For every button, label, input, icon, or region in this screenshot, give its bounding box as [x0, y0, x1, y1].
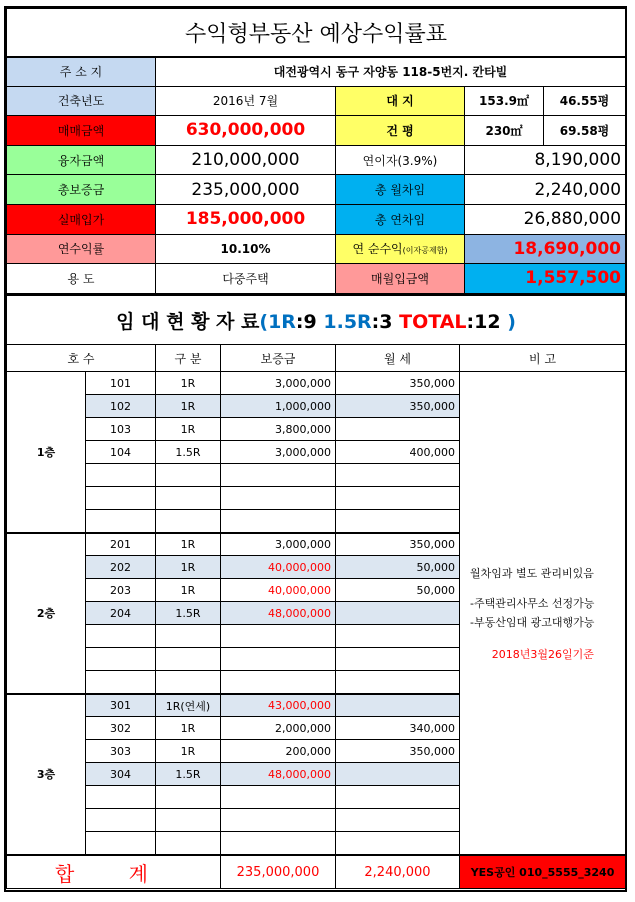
cell-rent [336, 625, 460, 648]
header-rent: 월 세 [336, 345, 460, 372]
cell-deposit [221, 671, 336, 694]
note-line2: -주택관리사무소 선정가능 [470, 596, 595, 610]
cell-type: 1.5R [156, 602, 221, 625]
cell-type: 1R(연세) [156, 694, 221, 717]
rental-table [6, 294, 626, 890]
cell-unit [86, 464, 156, 487]
cell-rent: 350,000 [336, 372, 460, 395]
cell-rent [336, 487, 460, 510]
summary-table [6, 8, 626, 294]
note-line3: -부동산임대 광고대행가능 [470, 615, 595, 629]
total-count: :12 [466, 310, 501, 333]
interest-value: 8,190,000 [465, 145, 626, 175]
cell-unit [86, 671, 156, 694]
cell-unit: 102 [86, 395, 156, 418]
cell-unit: 303 [86, 740, 156, 763]
cell-type [156, 510, 221, 533]
cell-deposit: 3,800,000 [221, 418, 336, 441]
monthly-label: 총 월차임 [336, 175, 465, 205]
loan-value: 210,000,000 [156, 145, 336, 175]
floor-label: 2층 [7, 533, 86, 694]
cell-type [156, 625, 221, 648]
net-value: 18,690,000 [465, 234, 626, 264]
cell-deposit [221, 809, 336, 832]
total-deposit: 235,000,000 [221, 855, 336, 889]
total-row-label: 합 계 [7, 855, 221, 889]
land-label: 대 지 [336, 86, 465, 116]
use-label: 용 도 [7, 264, 156, 294]
cell-type: 1R [156, 372, 221, 395]
note-line1: 월차임과 별도 관리비있음 [470, 566, 594, 580]
cell-rent [336, 786, 460, 809]
cell-rent: 350,000 [336, 533, 460, 556]
cell-deposit [221, 464, 336, 487]
cell-rent [336, 602, 460, 625]
address-value: 대전광역시 동구 자양동 118-5번지. 칸타빌 [156, 57, 626, 87]
r1-count: :9 [295, 310, 317, 333]
cell-type: 1.5R [156, 441, 221, 464]
cell-rent: 340,000 [336, 717, 460, 740]
total-rent: 2,240,000 [336, 855, 460, 889]
cell-unit: 104 [86, 441, 156, 464]
price-value: 630,000,000 [156, 116, 336, 146]
building-m2: 230㎡ [465, 116, 544, 146]
cell-type: 1R [156, 556, 221, 579]
cell-unit: 101 [86, 372, 156, 395]
cell-deposit: 48,000,000 [221, 763, 336, 786]
cell-unit [86, 832, 156, 855]
cell-rent: 350,000 [336, 395, 460, 418]
cell-unit [86, 809, 156, 832]
monthly-value: 2,240,000 [465, 175, 626, 205]
cell-unit: 304 [86, 763, 156, 786]
cell-rent [336, 648, 460, 671]
net-label-sub: (이자공제함) [402, 246, 448, 256]
built-value: 2016년 7월 [156, 86, 336, 116]
page-title: 수익형부동산 예상수익률표 [7, 9, 626, 57]
cell-unit [86, 786, 156, 809]
cell-deposit: 1,000,000 [221, 395, 336, 418]
cell-unit [86, 510, 156, 533]
cell-type: 1R [156, 717, 221, 740]
actual-value: 185,000,000 [156, 204, 336, 234]
cell-type [156, 464, 221, 487]
price-label: 매매금액 [7, 116, 156, 146]
cell-deposit: 40,000,000 [221, 579, 336, 602]
land-m2: 153.9㎡ [465, 86, 544, 116]
cell-deposit [221, 625, 336, 648]
cell-unit: 204 [86, 602, 156, 625]
cell-deposit [221, 510, 336, 533]
r1-label: 1R [268, 310, 296, 333]
table-row [7, 372, 626, 395]
cell-deposit: 43,000,000 [221, 694, 336, 717]
cell-type: 1R [156, 533, 221, 556]
contact-info: YES공인 010_5555_3240 [460, 855, 626, 889]
cell-rent [336, 832, 460, 855]
deposit-label: 총보증금 [7, 175, 156, 205]
monthly-income-value: 1,557,500 [465, 264, 626, 294]
cell-deposit [221, 487, 336, 510]
annual-label: 총 연차임 [336, 204, 465, 234]
rental-title-main: 임 대 현 황 자 료 [116, 310, 260, 333]
net-label-main: 연 순수익 [352, 242, 403, 257]
header-deposit: 보증금 [221, 345, 336, 372]
header-type: 구 분 [156, 345, 221, 372]
cell-type: 1R [156, 395, 221, 418]
yield-sheet [4, 6, 627, 892]
cell-type [156, 671, 221, 694]
cell-rent [336, 763, 460, 786]
building-label: 건 평 [336, 116, 465, 146]
rental-title-close: ) [507, 310, 516, 333]
notes-cell [460, 372, 626, 855]
cell-unit [86, 648, 156, 671]
cell-deposit: 2,000,000 [221, 717, 336, 740]
note-date: 2018년3월26일기준 [491, 647, 594, 661]
cell-type [156, 786, 221, 809]
deposit-value: 235,000,000 [156, 175, 336, 205]
rental-rows [7, 372, 626, 855]
actual-label: 실매입가 [7, 204, 156, 234]
cell-rent [336, 694, 460, 717]
yield-value: 10.10% [156, 234, 336, 264]
cell-unit: 202 [86, 556, 156, 579]
header-unit: 호 수 [7, 345, 156, 372]
total-label: TOTAL [399, 310, 467, 333]
cell-deposit: 200,000 [221, 740, 336, 763]
cell-unit: 302 [86, 717, 156, 740]
land-py: 46.55평 [544, 86, 626, 116]
cell-unit: 103 [86, 418, 156, 441]
cell-deposit [221, 832, 336, 855]
cell-type [156, 809, 221, 832]
cell-deposit: 3,000,000 [221, 372, 336, 395]
cell-deposit [221, 786, 336, 809]
cell-rent: 350,000 [336, 740, 460, 763]
cell-rent [336, 418, 460, 441]
address-label: 주 소 지 [7, 57, 156, 87]
cell-deposit [221, 648, 336, 671]
cell-type: 1.5R [156, 763, 221, 786]
cell-rent [336, 510, 460, 533]
cell-type: 1R [156, 740, 221, 763]
building-py: 69.58평 [544, 116, 626, 146]
cell-deposit: 3,000,000 [221, 441, 336, 464]
cell-unit [86, 487, 156, 510]
cell-rent [336, 464, 460, 487]
rental-title-open: ( [259, 310, 269, 333]
cell-type: 1R [156, 579, 221, 602]
cell-rent: 400,000 [336, 441, 460, 464]
cell-unit: 201 [86, 533, 156, 556]
cell-type [156, 648, 221, 671]
cell-rent: 50,000 [336, 579, 460, 602]
total-row [7, 855, 626, 889]
cell-unit [86, 625, 156, 648]
interest-label: 연이자(3.9%) [336, 145, 465, 175]
cell-type [156, 832, 221, 855]
built-label: 건축년도 [7, 86, 156, 116]
yield-label: 연수익률 [7, 234, 156, 264]
r15-label: 1.5R [323, 310, 372, 333]
cell-rent [336, 809, 460, 832]
cell-rent: 50,000 [336, 556, 460, 579]
rental-title [7, 295, 626, 345]
cell-type [156, 487, 221, 510]
cell-deposit: 48,000,000 [221, 602, 336, 625]
cell-unit: 301 [86, 694, 156, 717]
cell-unit: 203 [86, 579, 156, 602]
header-note: 비 고 [460, 345, 626, 372]
floor-label: 1층 [7, 372, 86, 533]
use-value: 다중주택 [156, 264, 336, 294]
net-label [336, 234, 465, 264]
r15-count: :3 [371, 310, 393, 333]
annual-value: 26,880,000 [465, 204, 626, 234]
loan-label: 융자금액 [7, 145, 156, 175]
cell-type: 1R [156, 418, 221, 441]
monthly-income-label: 매월입금액 [336, 264, 465, 294]
cell-deposit: 3,000,000 [221, 533, 336, 556]
cell-deposit: 40,000,000 [221, 556, 336, 579]
cell-rent [336, 671, 460, 694]
floor-label: 3층 [7, 694, 86, 855]
